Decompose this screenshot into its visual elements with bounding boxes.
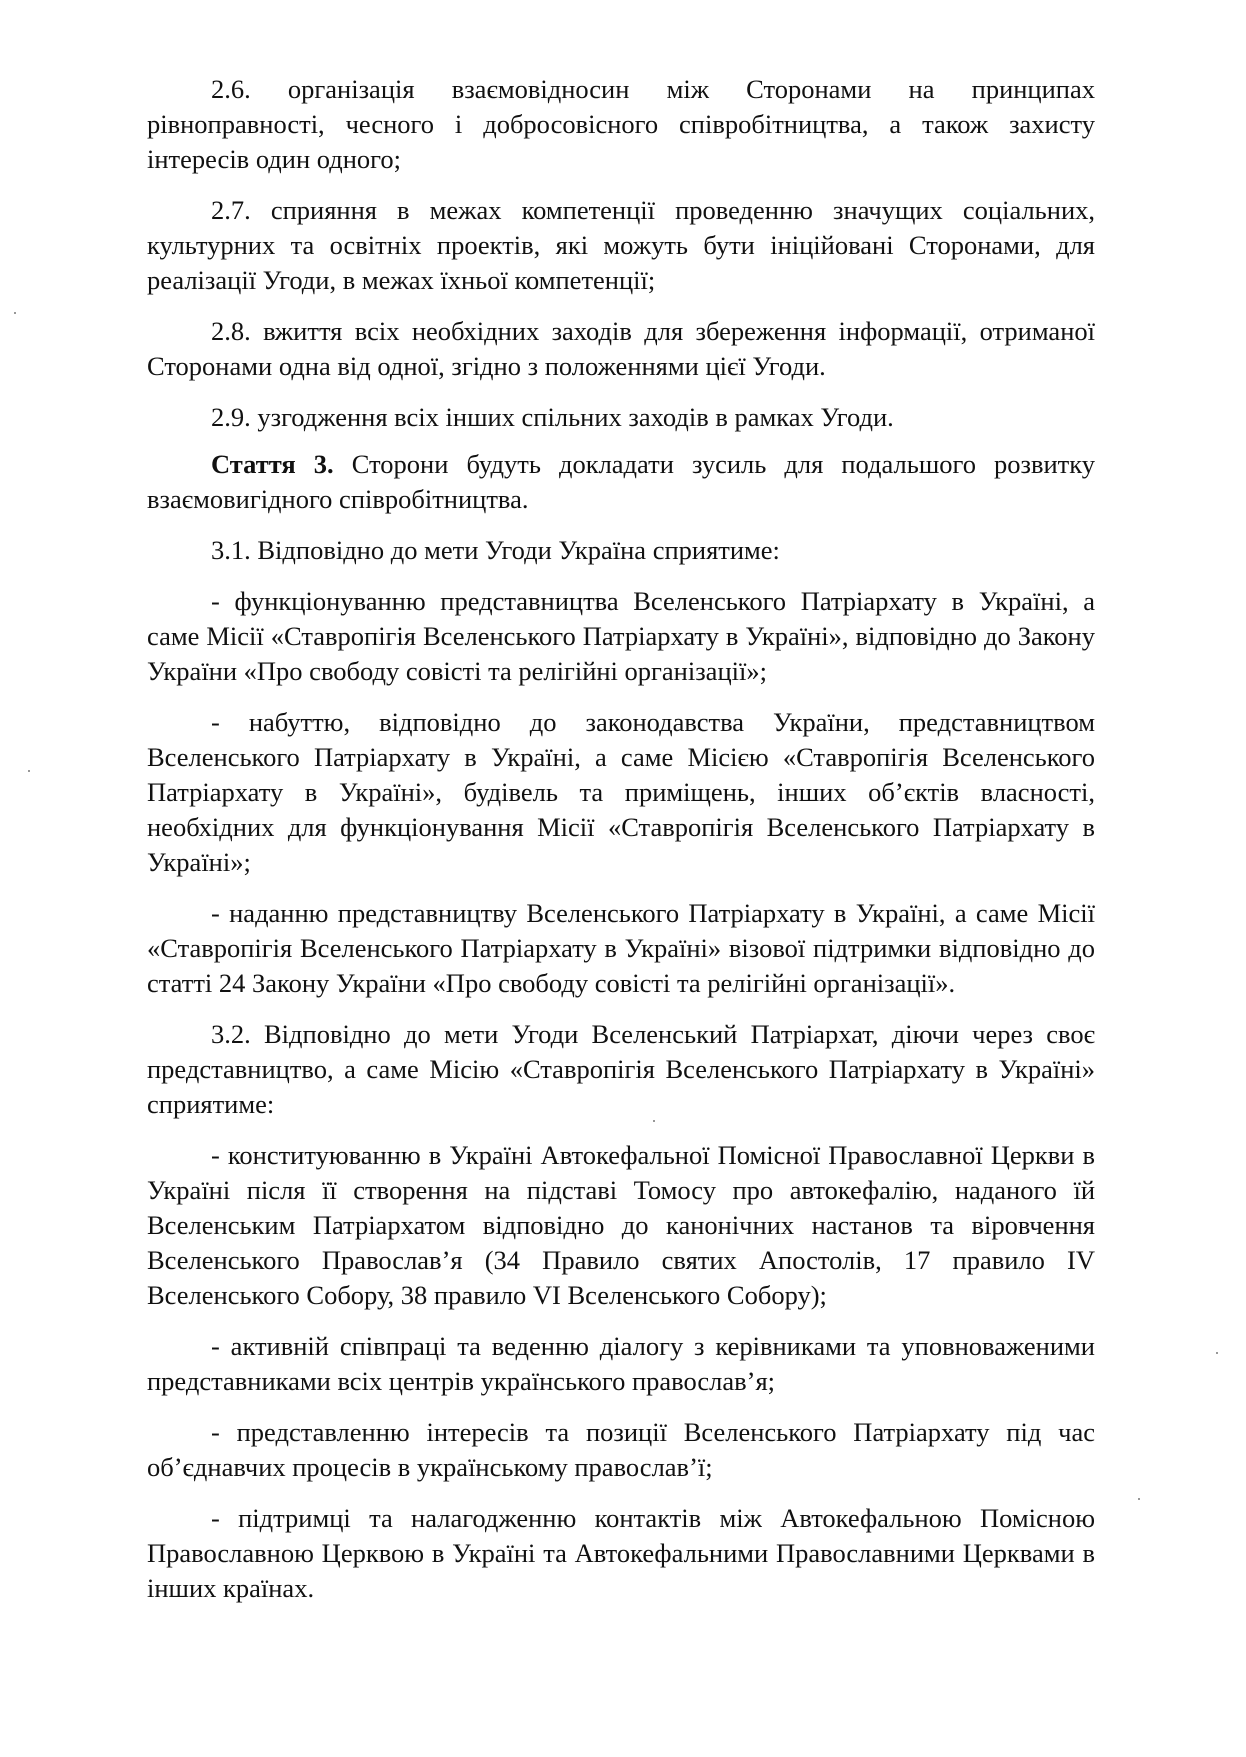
paragraph-text: 3.2. Відповідно до мети Угоди Вселенський Патріархат, діючи через своє представництво, а саме Місію «Ставропігія Вселенського Патріархату в Україні» сприятиме: — [147, 1019, 1095, 1119]
scan-speck — [14, 312, 16, 314]
paragraph-3-1 — [147, 533, 1095, 568]
list-item-3-2-a — [147, 1138, 1095, 1313]
paragraph-text: - набуттю, відповідно до законодавства України, представництвом Вселенського Патріархату в Україні, а саме Місією «Ставропігія Вселенського Патріархату в Україні», будівель та приміщень, інших об’єктів власності, необхідних для функціонування Місії «Ставропігія Вселенського Патріархату в Україні»; — [147, 707, 1095, 877]
list-item-3-2-c — [147, 1415, 1095, 1485]
list-item-3-1-c — [147, 896, 1095, 1001]
paragraph-text: 2.6. організація взаємовідносин між Сторонами на принципах рівноправності, чесного і добросовісного співробітництва, а також захисту інтересів один одного; — [147, 74, 1095, 174]
paragraph-text: - функціонуванню представництва Вселенського Патріархату в Україні, а саме Місії «Ставропігія Вселенського Патріархату в Україні», відповідно до Закону України «Про свободу совісті та релігійні організації»; — [147, 586, 1095, 686]
paragraph-text: 2.7. сприяння в межах компетенції проведенню значущих соціальних, культурних та освітніх проектів, які можуть бути ініційовані Сторонами, для реалізації Угоди, в межах їхньої компетенції; — [147, 195, 1095, 295]
list-item-3-2-d — [147, 1501, 1095, 1606]
article-label: Стаття 3. — [211, 449, 334, 479]
list-item-3-1-b — [147, 705, 1095, 880]
article-3-heading — [147, 447, 1095, 517]
paragraph-text: 3.1. Відповідно до мети Угоди Україна сприятиме: — [211, 535, 780, 565]
scan-speck — [1216, 1352, 1218, 1354]
paragraph-text: - активній співпраці та веденню діалогу з керівниками та уповноваженими представниками всіх центрів українського православ’я; — [147, 1331, 1095, 1396]
scan-speck — [28, 770, 30, 772]
paragraph-2-9 — [147, 400, 1095, 435]
paragraph-text: - підтримці та налагодженню контактів між Автокефальною Помісною Православною Церквою в Україні та Автокефальними Православними Церквами в інших країнах. — [147, 1503, 1095, 1603]
document-page — [147, 72, 1095, 1622]
paragraph-2-8 — [147, 314, 1095, 384]
paragraph-text: Сторони будуть докладати зусиль для подальшого розвитку взаємовигідного співробітництва. — [147, 449, 1095, 514]
list-item-3-2-b — [147, 1329, 1095, 1399]
paragraph-text: 2.8. вжиття всіх необхідних заходів для збереження інформації, отриманої Сторонами одна від одної, згідно з положеннями цієї Угоди. — [147, 316, 1095, 381]
paragraph-text: - конституюванню в Україні Автокефальної Помісної Православної Церкви в Україні після її створення на підставі Томосу про автокефалію, наданого їй Вселенським Патріархатом відповідно до канонічних настанов та віровчення Вселенського Православ’я (34 Правило святих Апостолів, 17 правило IV Вселенського Собору, 38 правило VI Вселенського Собору); — [147, 1140, 1095, 1310]
paragraph-3-2 — [147, 1017, 1095, 1122]
scan-speck — [653, 1120, 655, 1122]
paragraph-text: 2.9. узгодження всіх інших спільних заходів в рамках Угоди. — [211, 402, 894, 432]
list-item-3-1-a — [147, 584, 1095, 689]
scan-speck — [1138, 1498, 1140, 1500]
paragraph-2-7 — [147, 193, 1095, 298]
paragraph-text: - представленню інтересів та позиції Вселенського Патріархату під час об’єднавчих процесів в українському православ’ї; — [147, 1417, 1095, 1482]
paragraph-2-6 — [147, 72, 1095, 177]
paragraph-text: - наданню представництву Вселенського Патріархату в Україні, а саме Місії «Ставропігія Вселенського Патріархату в Україні» візової підтримки відповідно до статті 24 Закону України «Про свободу совісті та релігійні організації». — [147, 898, 1095, 998]
